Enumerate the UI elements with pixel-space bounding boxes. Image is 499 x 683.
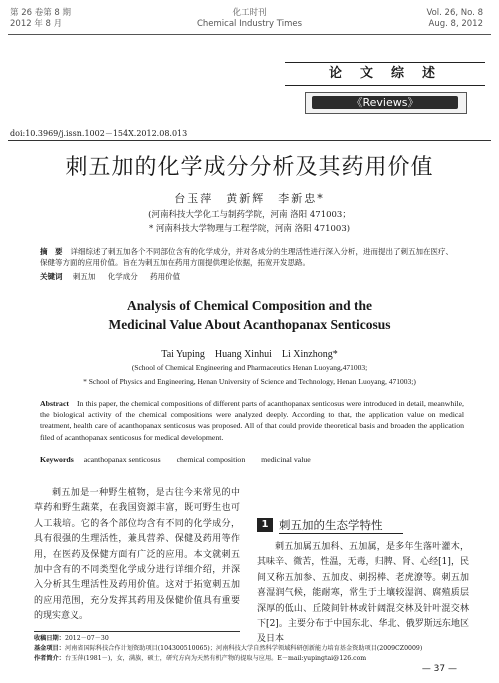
column-title-en: 《Reviews》: [312, 96, 458, 109]
footnote-divider: [34, 631, 240, 632]
section-number: 1: [257, 518, 273, 532]
journal-volume-header: [426, 8, 483, 30]
footnote-fund-value: 河南省国际科技合作计划资助项目(104300510065)；河南科技大学自然科学领域科研创新能力培育基金资助项目(2009CZ0009): [64, 645, 423, 652]
affiliation-cn-1: (河南科技大学化工与制药学院，河南 洛阳 471003；: [148, 210, 351, 220]
abstract-en-text: In this paper, the chemical compositions of different parts of acanthopanax senticosus were introduced in detail, meanwhile, the biological activity of the chemical compositions were analyzed deeply. According to that, the application value on medical treatment, health care of acanthopanax senticosus was proposed. All of that could provide theoretical basis and broaden the application filed of acanthopanax senticosus for medical development.: [40, 399, 464, 442]
date-en: Aug. 8, 2012: [428, 19, 483, 29]
keyword-cn: 药用价值: [150, 272, 181, 281]
authors-en: Tai Yuping Huang Xinhui Li Xinzhong*: [161, 349, 338, 360]
section-heading: [257, 517, 403, 533]
keyword-en: medicinal value: [261, 455, 311, 464]
section-text: 刺五加属五加科、五加属，是多年生落叶灌木，其味辛、微苦，性温，无毒，归脾、肾、心经[1]，民间又称五加参、五加皮、刺拐棒、老虎潦等。刺五加喜湿润气候，能耐寒，常生于土壤较湿润、腐殖质层深厚的低山、丘陵间针林或针阔混交林及针叶混交林下[2]。主要分布于中国东北、华北、俄罗斯远东地区及日本: [257, 542, 469, 645]
section-paragraph: [257, 540, 469, 648]
abstract-cn-text: 详细综述了刺五加各个不同部位含有的化学成分，并对各成分的生理活性进行深入分析，进而提出了刺五加在医疗、保健等方面的应用价值。旨在为刺五加在药用方面提供理论依据，拓宽开发思路。: [40, 247, 453, 267]
doi-divider: [8, 140, 491, 141]
keyword-en: acanthopanax senticosus: [83, 455, 161, 464]
abstract-cn: [40, 246, 460, 268]
keywords-en: [40, 455, 325, 464]
footnote-received: [34, 634, 474, 643]
footnote-fund: [34, 644, 474, 653]
intro-text: 刺五加是一种野生植物，是古往今来常见的中草药和野生蔬菜，在我国资源丰富，既可野生也可人工栽培。它的各个部位均含有不同的化学成分，具有很强的生理活性，兼具营养、保健及药用等作用，在医药及保健方面有广泛的应用。本文就刺五加中含有的不同类型化学成分进行详细介绍，并深入分析其生理活性及药用价值。这对于拓宽刺五加的应用范围，充分发挥其药用及保健价值具有重要的现实意义。: [34, 488, 240, 622]
abstract-en-label: Abstract: [40, 399, 70, 408]
journal-name-cn: 化工时刊: [232, 8, 267, 18]
affiliation-en-2: * School of Physics and Engineering, Henan University of Science and Technology, Henan Luoyang, 471003;): [83, 377, 416, 386]
volume-issue-en: Vol. 26, No. 8: [426, 8, 483, 18]
column-header: [285, 62, 485, 116]
footnote-author-label: 作者简介：: [34, 655, 65, 662]
footnote-received-value: 2012－07－30: [64, 635, 109, 642]
footnote-fund-label: 基金项目：: [34, 645, 65, 652]
footnote-author-value: 台玉萍(1981－)，女，满族，硕士，研究方向为天然有机产物的提取与应用。E－mail:yupingtai@126.com: [64, 655, 367, 662]
column-badge: [305, 92, 467, 114]
article-title-en-line-1: Analysis of Chemical Composition and the: [127, 298, 372, 313]
column-title-cn: 论文综述: [285, 62, 485, 86]
journal-name-en: Chemical Industry Times: [196, 19, 303, 29]
keyword-en: chemical composition: [176, 455, 246, 464]
article-title-cn: 刺五加的化学成分分析及其药用价值: [65, 155, 434, 180]
journal-name-header: [0, 8, 499, 30]
abstract-cn-label: 摘 要: [40, 247, 63, 256]
article-title-en-line-2: Medicinal Value About Acanthopanax Senticosus: [108, 317, 391, 332]
header-divider: [8, 34, 491, 35]
footnote-author: [34, 654, 474, 663]
affiliation-en-1: (School of Chemical Engineering and Pharmaceutics Henan Luoyang,471003;: [131, 363, 368, 372]
keywords-cn: [40, 271, 190, 282]
keyword-cn: 化学成分: [107, 272, 138, 281]
footnote-received-label: 收稿日期：: [34, 635, 65, 642]
section-title: 刺五加的生态学特性: [279, 517, 403, 534]
abstract-en: [40, 398, 464, 443]
date-cn: 2012 年 8 月: [10, 19, 63, 29]
authors-cn: 台玉萍 黄新辉 李新忠*: [174, 192, 325, 205]
doi: doi:10.3969/j.issn.1002－154X.2012.08.013: [10, 129, 188, 138]
keywords-cn-label: 关键词: [40, 272, 63, 281]
intro-paragraph: [34, 486, 240, 625]
volume-issue-cn: 第 26 卷第 8 期: [10, 8, 72, 18]
keyword-cn: 刺五加: [72, 272, 96, 281]
page-number: — 37 —: [421, 664, 457, 674]
affiliation-cn-2: * 河南科技大学物理与工程学院，河南 洛阳 471003): [148, 224, 351, 234]
keywords-en-label: Keywords: [40, 455, 74, 464]
